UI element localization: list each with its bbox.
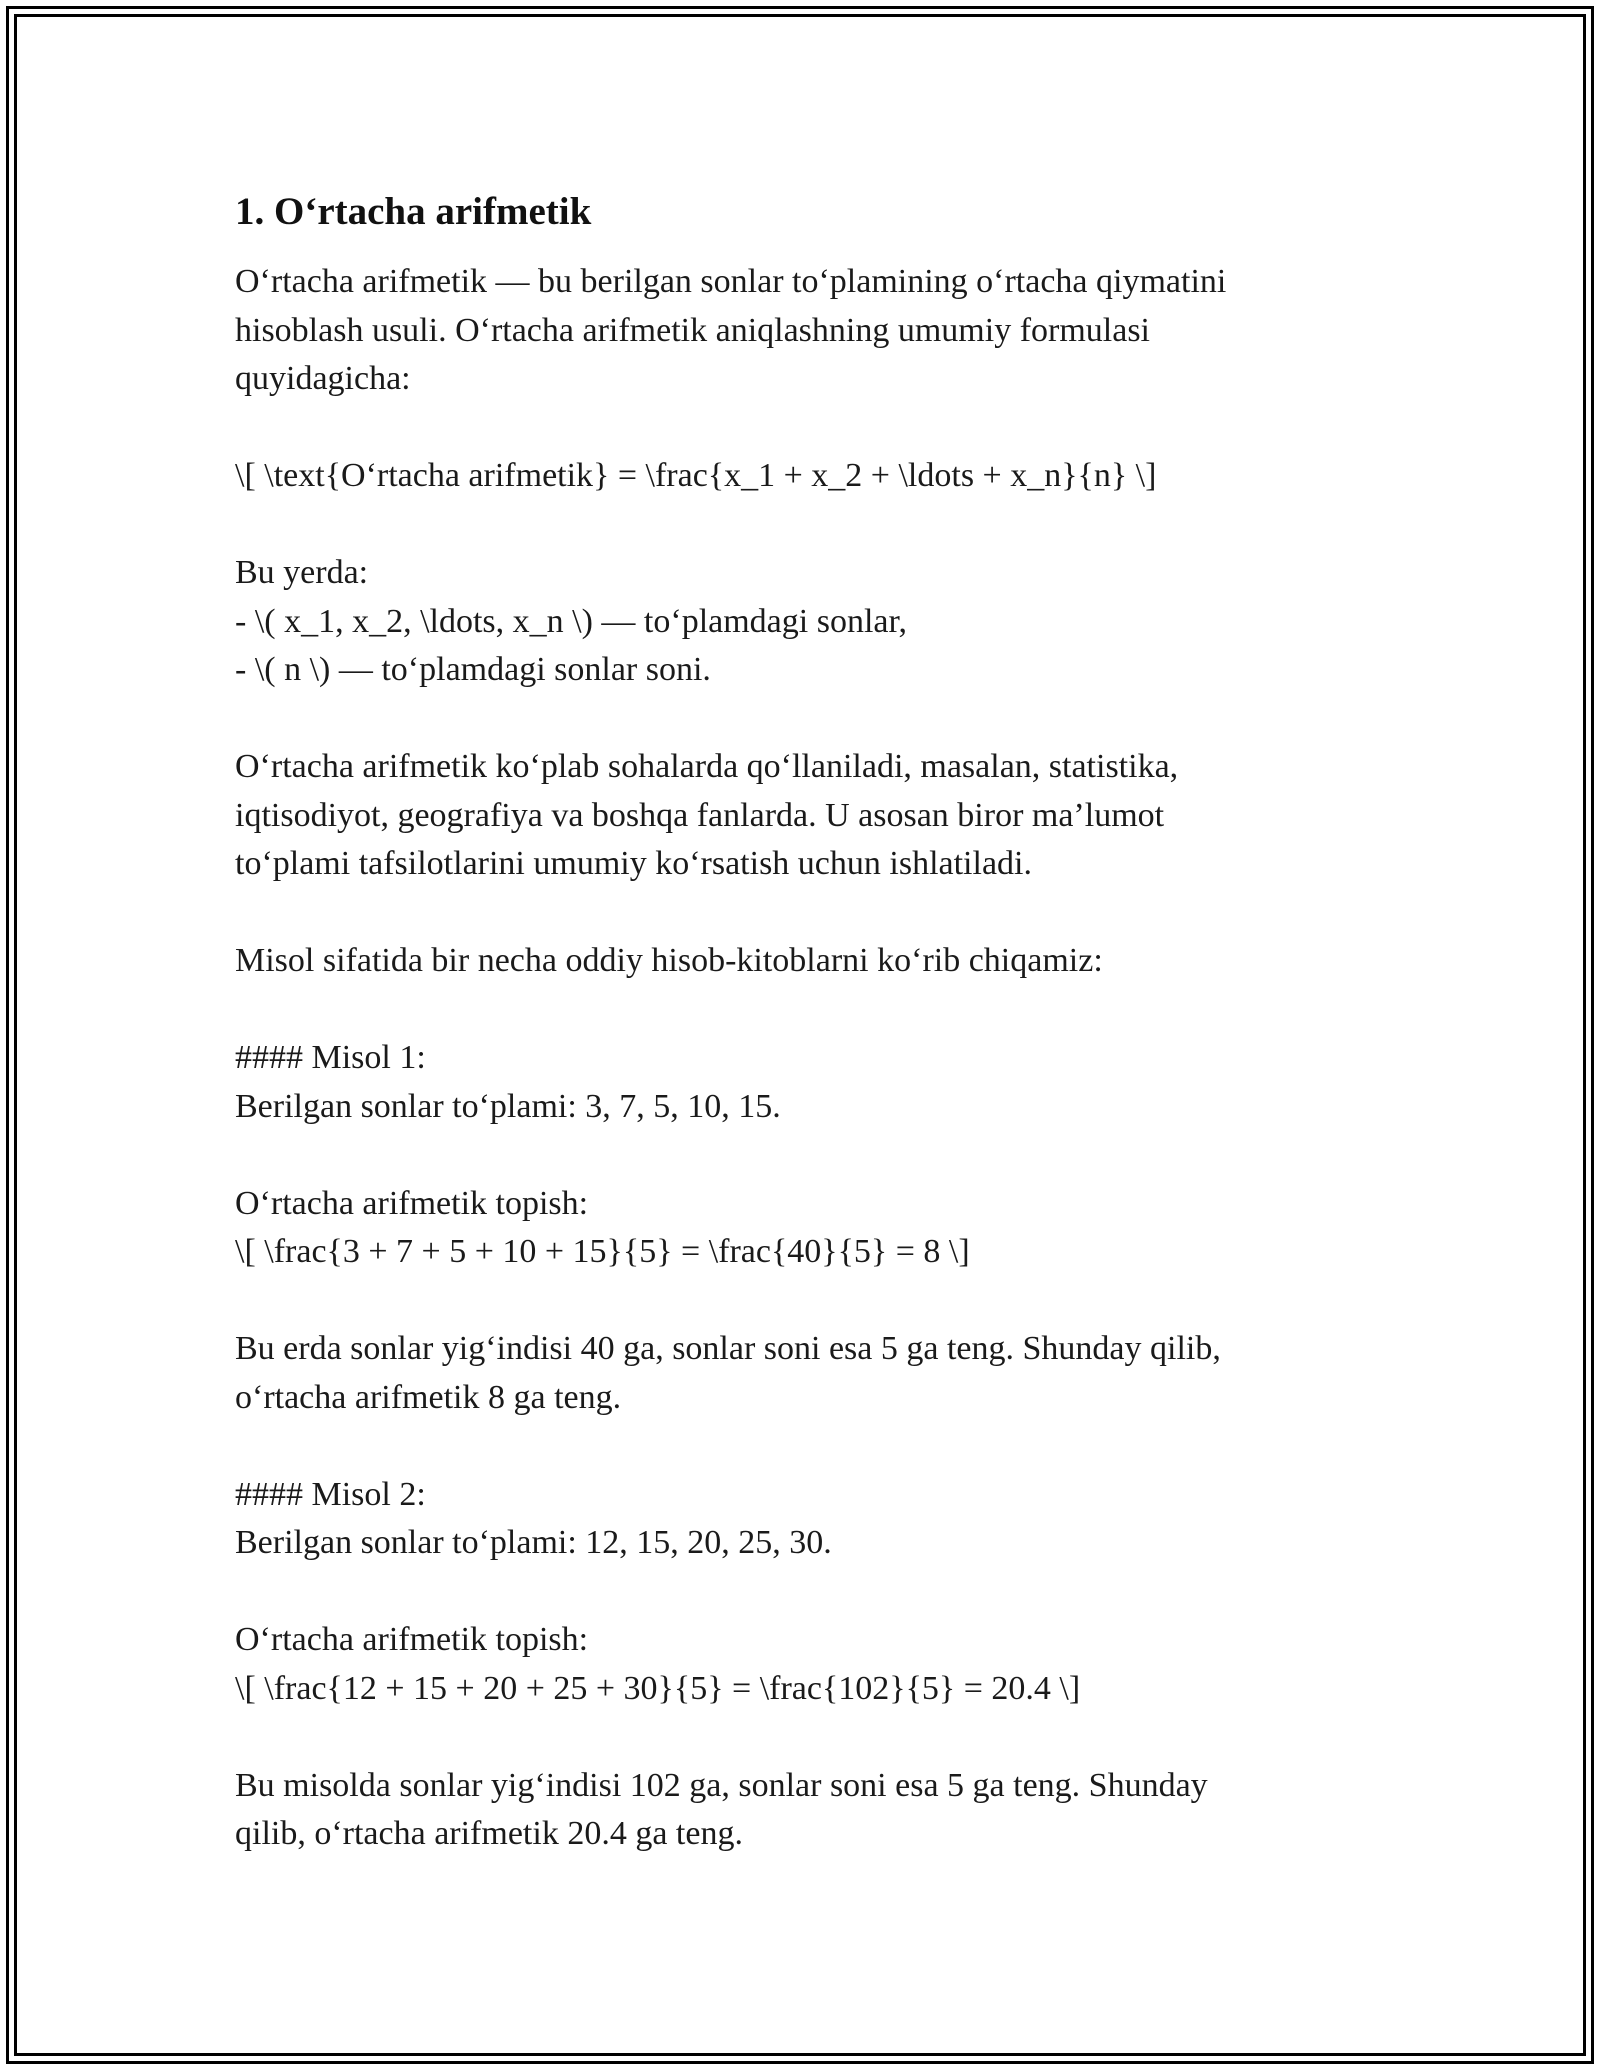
example-1-conclusion: [235, 1325, 1335, 1422]
example-title: #### Misol 2:: [235, 1475, 426, 1513]
example-1-header: [235, 1034, 1335, 1131]
section-heading: 1. O‘rtacha arifmetik: [235, 190, 592, 233]
paragraph-line: quyidagicha:: [235, 360, 411, 397]
document-body: [235, 186, 1335, 1907]
example-2-conclusion: [235, 1762, 1335, 1859]
example-title: #### Misol 1:: [235, 1039, 426, 1076]
example-1-calculation: [235, 1180, 1335, 1277]
example-2-header: [235, 1471, 1335, 1568]
paragraph-line: Misol sifatida bir necha oddiy hisob-kitoblarni ko‘rib chiqamiz:: [235, 942, 1103, 979]
definition-line: - \( n \) — to‘plamdagi sonlar soni.: [235, 651, 711, 688]
paragraph-line: hisoblash usuli. O‘rtacha arifmetik aniqlashning umumiy formulasi: [235, 311, 1150, 349]
example-2-calculation: [235, 1616, 1335, 1713]
paragraph-line: iqtisodiyot, geografiya va boshqa fanlarda. U asosan biror ma’lumot: [235, 796, 1165, 834]
where-definitions: [235, 549, 1335, 695]
example-data: Berilgan sonlar to‘plami: 12, 15, 20, 25, 30.: [235, 1524, 832, 1561]
formula-text: \[ \frac{12 + 15 + 20 + 25 + 30}{5} = \frac{102}{5} = 20.4 \]: [235, 1669, 1081, 1707]
intro-paragraph: [235, 258, 1335, 404]
paragraph-line: Bu misolda sonlar yig‘indisi 102 ga, sonlar soni esa 5 ga teng. Shunday: [235, 1766, 1208, 1804]
example-find-label: O‘rtacha arifmetik topish:: [235, 1621, 589, 1658]
paragraph-line: Bu erda sonlar yig‘indisi 40 ga, sonlar soni esa 5 ga teng. Shunday qilib,: [235, 1330, 1221, 1367]
examples-intro: [235, 937, 1335, 986]
paragraph-line: O‘rtacha arifmetik — bu berilgan sonlar to‘plamining o‘rtacha qiymatini: [235, 263, 1227, 300]
definition-line: Bu yerda:: [235, 554, 369, 591]
paragraph-line: O‘rtacha arifmetik ko‘plab sohalarda qo‘llaniladi, masalan, statistika,: [235, 748, 1179, 785]
definition-line: - \( x_1, x_2, \ldots, x_n \) — to‘plamdagi sonlar,: [235, 602, 907, 640]
usage-paragraph: [235, 743, 1335, 889]
formula-text: \[ \frac{3 + 7 + 5 + 10 + 15}{5} = \frac{40}{5} = 8 \]: [235, 1233, 970, 1270]
paragraph-line: to‘plami tafsilotlarini umumiy ko‘rsatish uchun ishlatiladi.: [235, 845, 1032, 882]
main-formula: [235, 452, 1335, 501]
example-data: Berilgan sonlar to‘plami: 3, 7, 5, 10, 15.: [235, 1087, 781, 1125]
paragraph-line: qilib, o‘rtacha arifmetik 20.4 ga teng.: [235, 1815, 743, 1852]
paragraph-line: o‘rtacha arifmetik 8 ga teng.: [235, 1378, 622, 1416]
example-find-label: O‘rtacha arifmetik topish:: [235, 1184, 589, 1222]
formula-text: \[ \text{O‘rtacha arifmetik} = \frac{x_1 + x_2 + \ldots + x_n}{n} \]: [235, 457, 1157, 494]
